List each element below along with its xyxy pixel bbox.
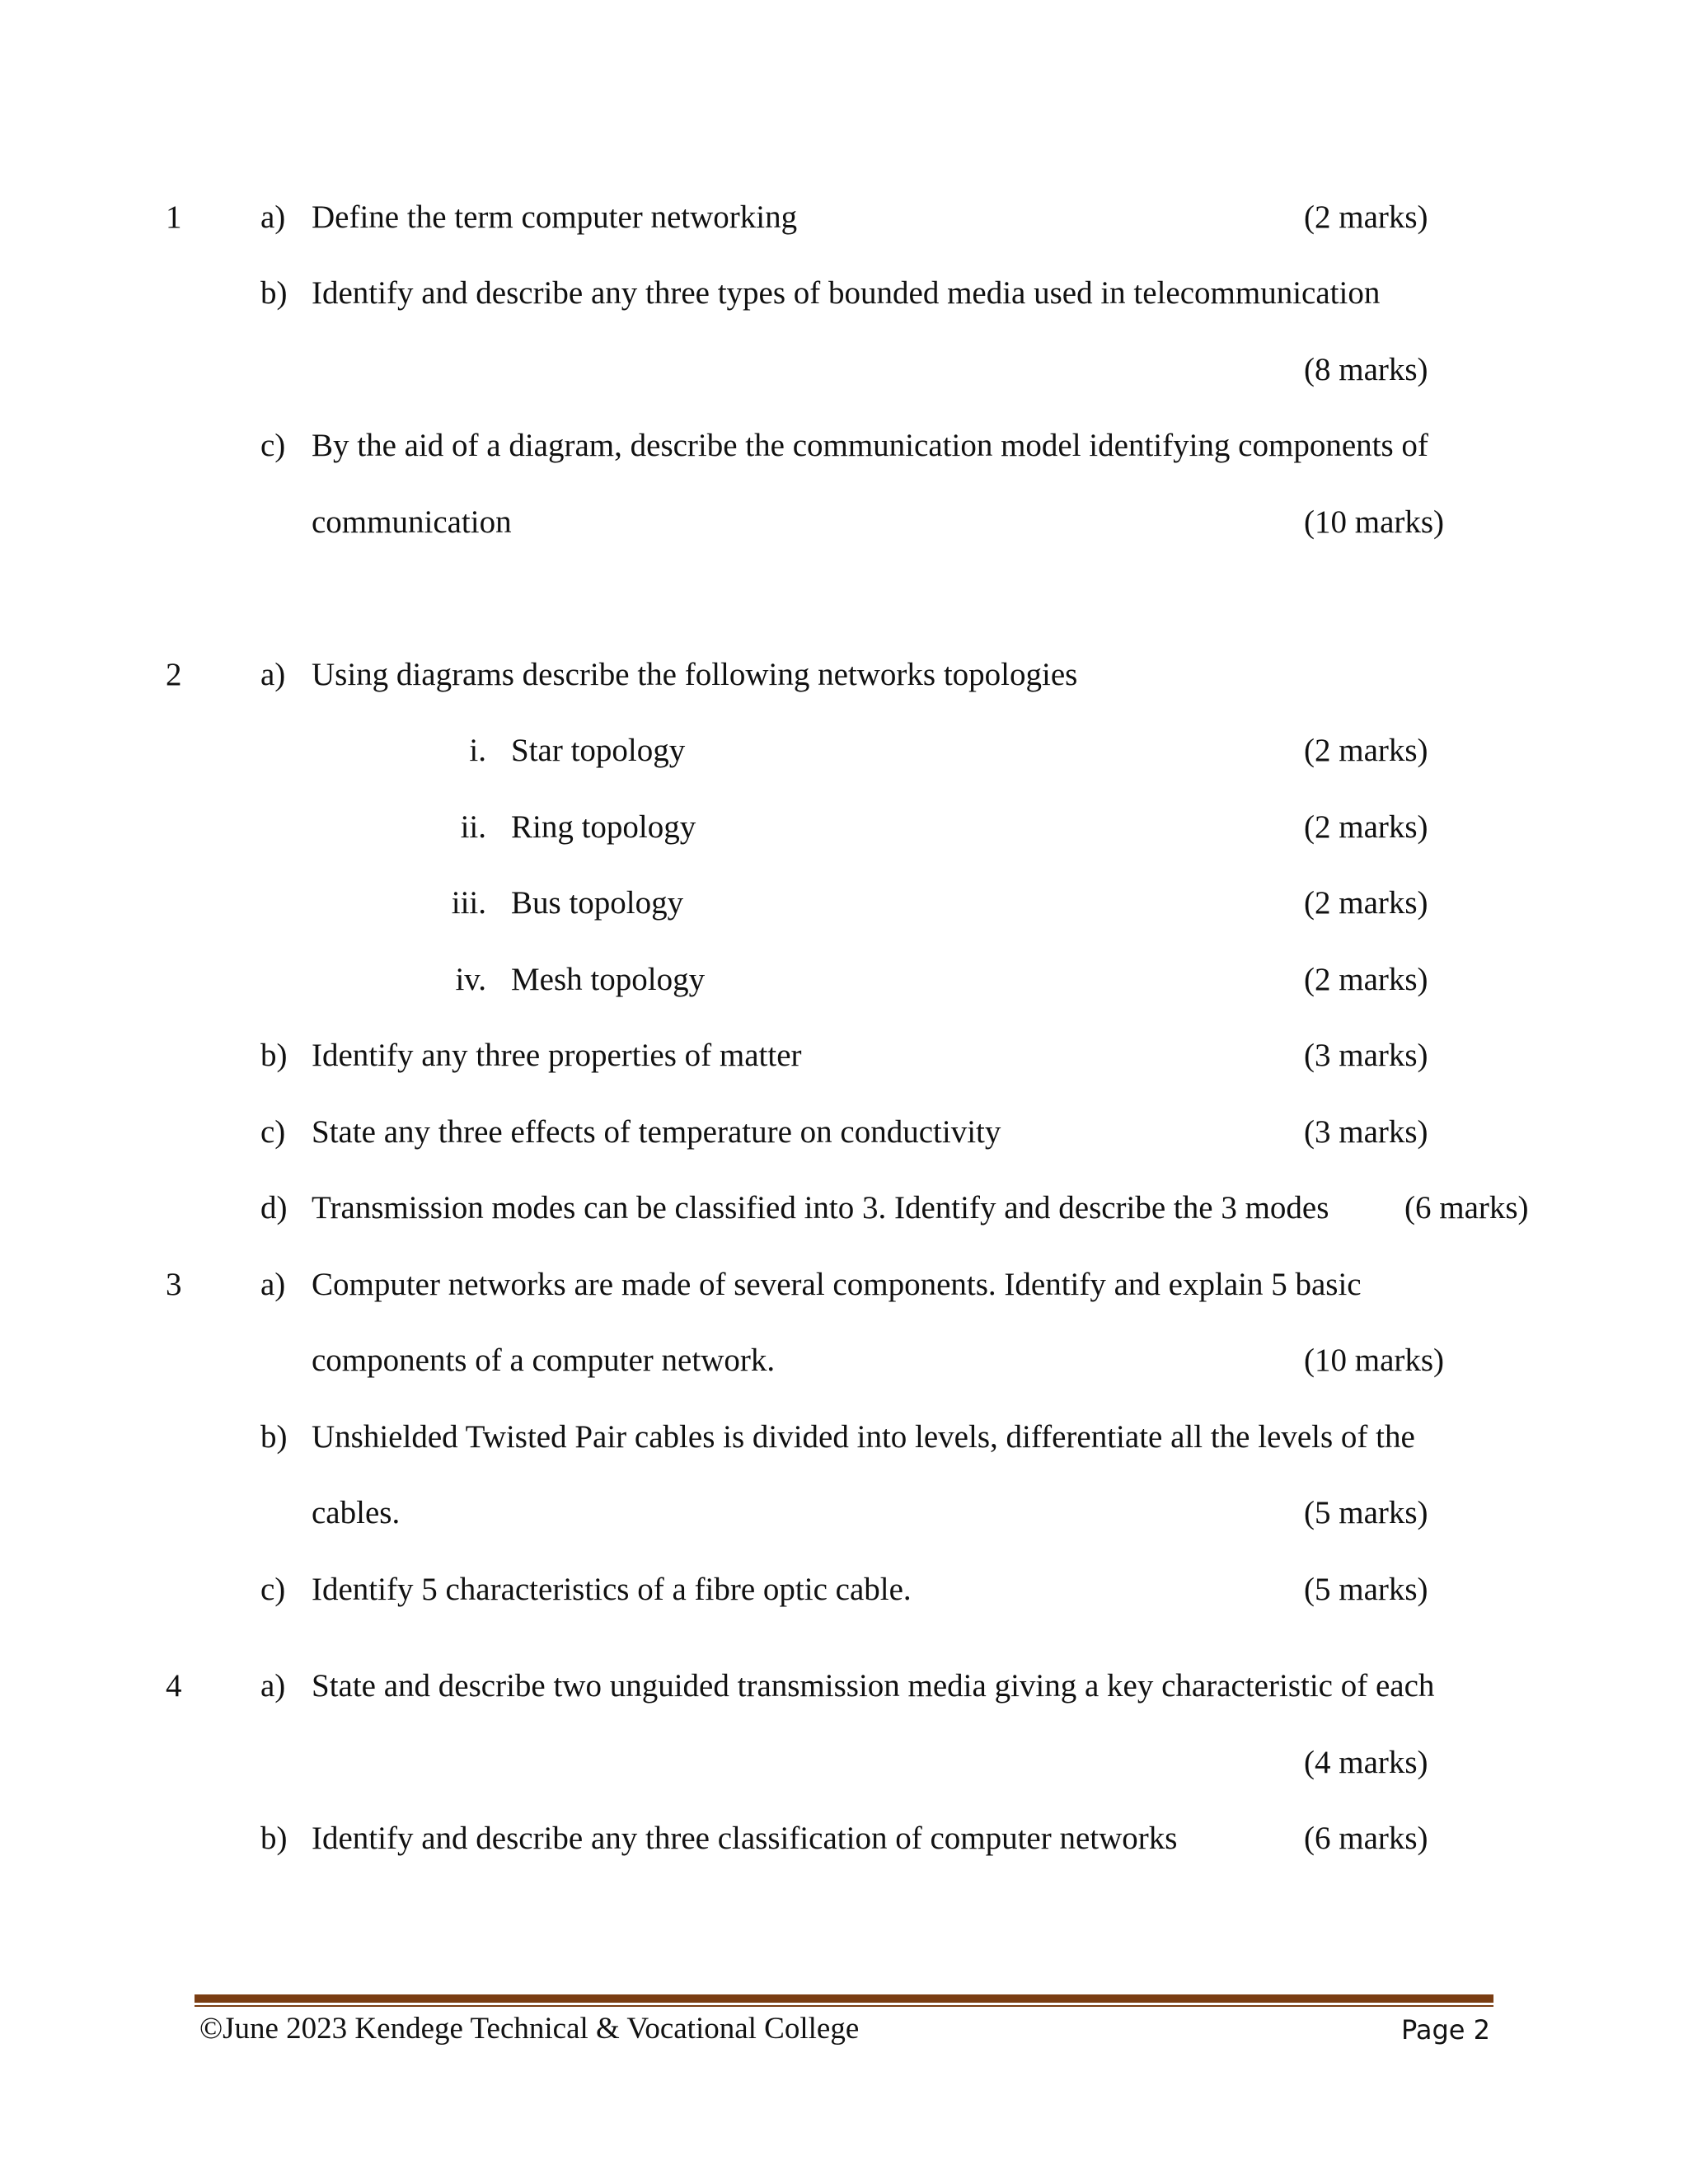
question-text: Define the term computer networking (312, 199, 798, 235)
marks: (2 marks) (1304, 733, 1428, 768)
marks: (3 marks) (1304, 1038, 1428, 1073)
subitem-text: Bus topology (511, 885, 684, 921)
subitem-text: Star topology (511, 733, 686, 768)
page-number: Page 2 (1401, 2014, 1490, 2046)
subitem-text: Ring topology (511, 809, 696, 845)
footer-divider (195, 1994, 1493, 2003)
question-text: State and describe two unguided transmission media giving a key characteristic of each (312, 1668, 1435, 1704)
question-text: Using diagrams describe the following networks topologies (312, 657, 1078, 692)
subitem-label: iii. (451, 885, 486, 921)
marks: (6 marks) (1304, 1821, 1428, 1856)
question-text: Transmission modes can be classified into 3. Identify and describe the 3 modes (312, 1190, 1329, 1226)
subitem-label: ii. (460, 809, 486, 845)
question-text: Identify and describe any three types of bounded media used in telecommunication (312, 275, 1381, 311)
marks: (10 marks) (1304, 504, 1445, 540)
marks: (2 marks) (1304, 809, 1428, 845)
question-number: 3 (166, 1267, 182, 1302)
marks: (5 marks) (1304, 1495, 1428, 1530)
question-text: communication (312, 504, 512, 540)
subitem-text: Mesh topology (511, 962, 706, 997)
marks: (4 marks) (1304, 1745, 1428, 1780)
question-number: 4 (166, 1668, 182, 1704)
question-text: State any three effects of temperature on conductivity (312, 1114, 1001, 1150)
part-label: b) (260, 1419, 288, 1455)
marks: (2 marks) (1304, 962, 1428, 997)
question-number: 1 (166, 199, 182, 235)
part-label: b) (260, 1821, 288, 1856)
marks: (5 marks) (1304, 1572, 1428, 1607)
part-label: b) (260, 275, 288, 311)
question-number: 2 (166, 657, 182, 692)
part-label: b) (260, 1038, 288, 1073)
part-label: c) (260, 1114, 286, 1150)
question-text: By the aid of a diagram, describe the communication model identifying components of (312, 428, 1428, 463)
marks: (6 marks) (1404, 1190, 1529, 1226)
question-text: Identify and describe any three classification of computer networks (312, 1821, 1178, 1856)
subitem-label: iv. (455, 962, 486, 997)
marks: (2 marks) (1304, 199, 1428, 235)
question-text: Computer networks are made of several components. Identify and explain 5 basic (312, 1267, 1362, 1302)
marks: (8 marks) (1304, 352, 1428, 387)
part-label: c) (260, 428, 286, 463)
question-text: cables. (312, 1495, 401, 1530)
marks: (2 marks) (1304, 885, 1428, 921)
part-label: a) (260, 1668, 286, 1704)
question-text: Identify any three properties of matter (312, 1038, 802, 1073)
part-label: c) (260, 1572, 286, 1607)
marks: (3 marks) (1304, 1114, 1428, 1150)
part-label: a) (260, 657, 286, 692)
footer-copyright: ©June 2023 Kendege Technical & Vocational College (199, 2012, 860, 2046)
question-text: components of a computer network. (312, 1343, 776, 1378)
subitem-label: i. (469, 733, 486, 768)
question-text: Unshielded Twisted Pair cables is divided into levels, differentiate all the levels of the (312, 1419, 1415, 1455)
part-label: d) (260, 1190, 288, 1226)
footer-divider-thin (195, 2005, 1493, 2007)
part-label: a) (260, 1267, 286, 1302)
question-text: Identify 5 characteristics of a fibre optic cable. (312, 1572, 912, 1607)
marks: (10 marks) (1304, 1343, 1445, 1378)
part-label: a) (260, 199, 286, 235)
